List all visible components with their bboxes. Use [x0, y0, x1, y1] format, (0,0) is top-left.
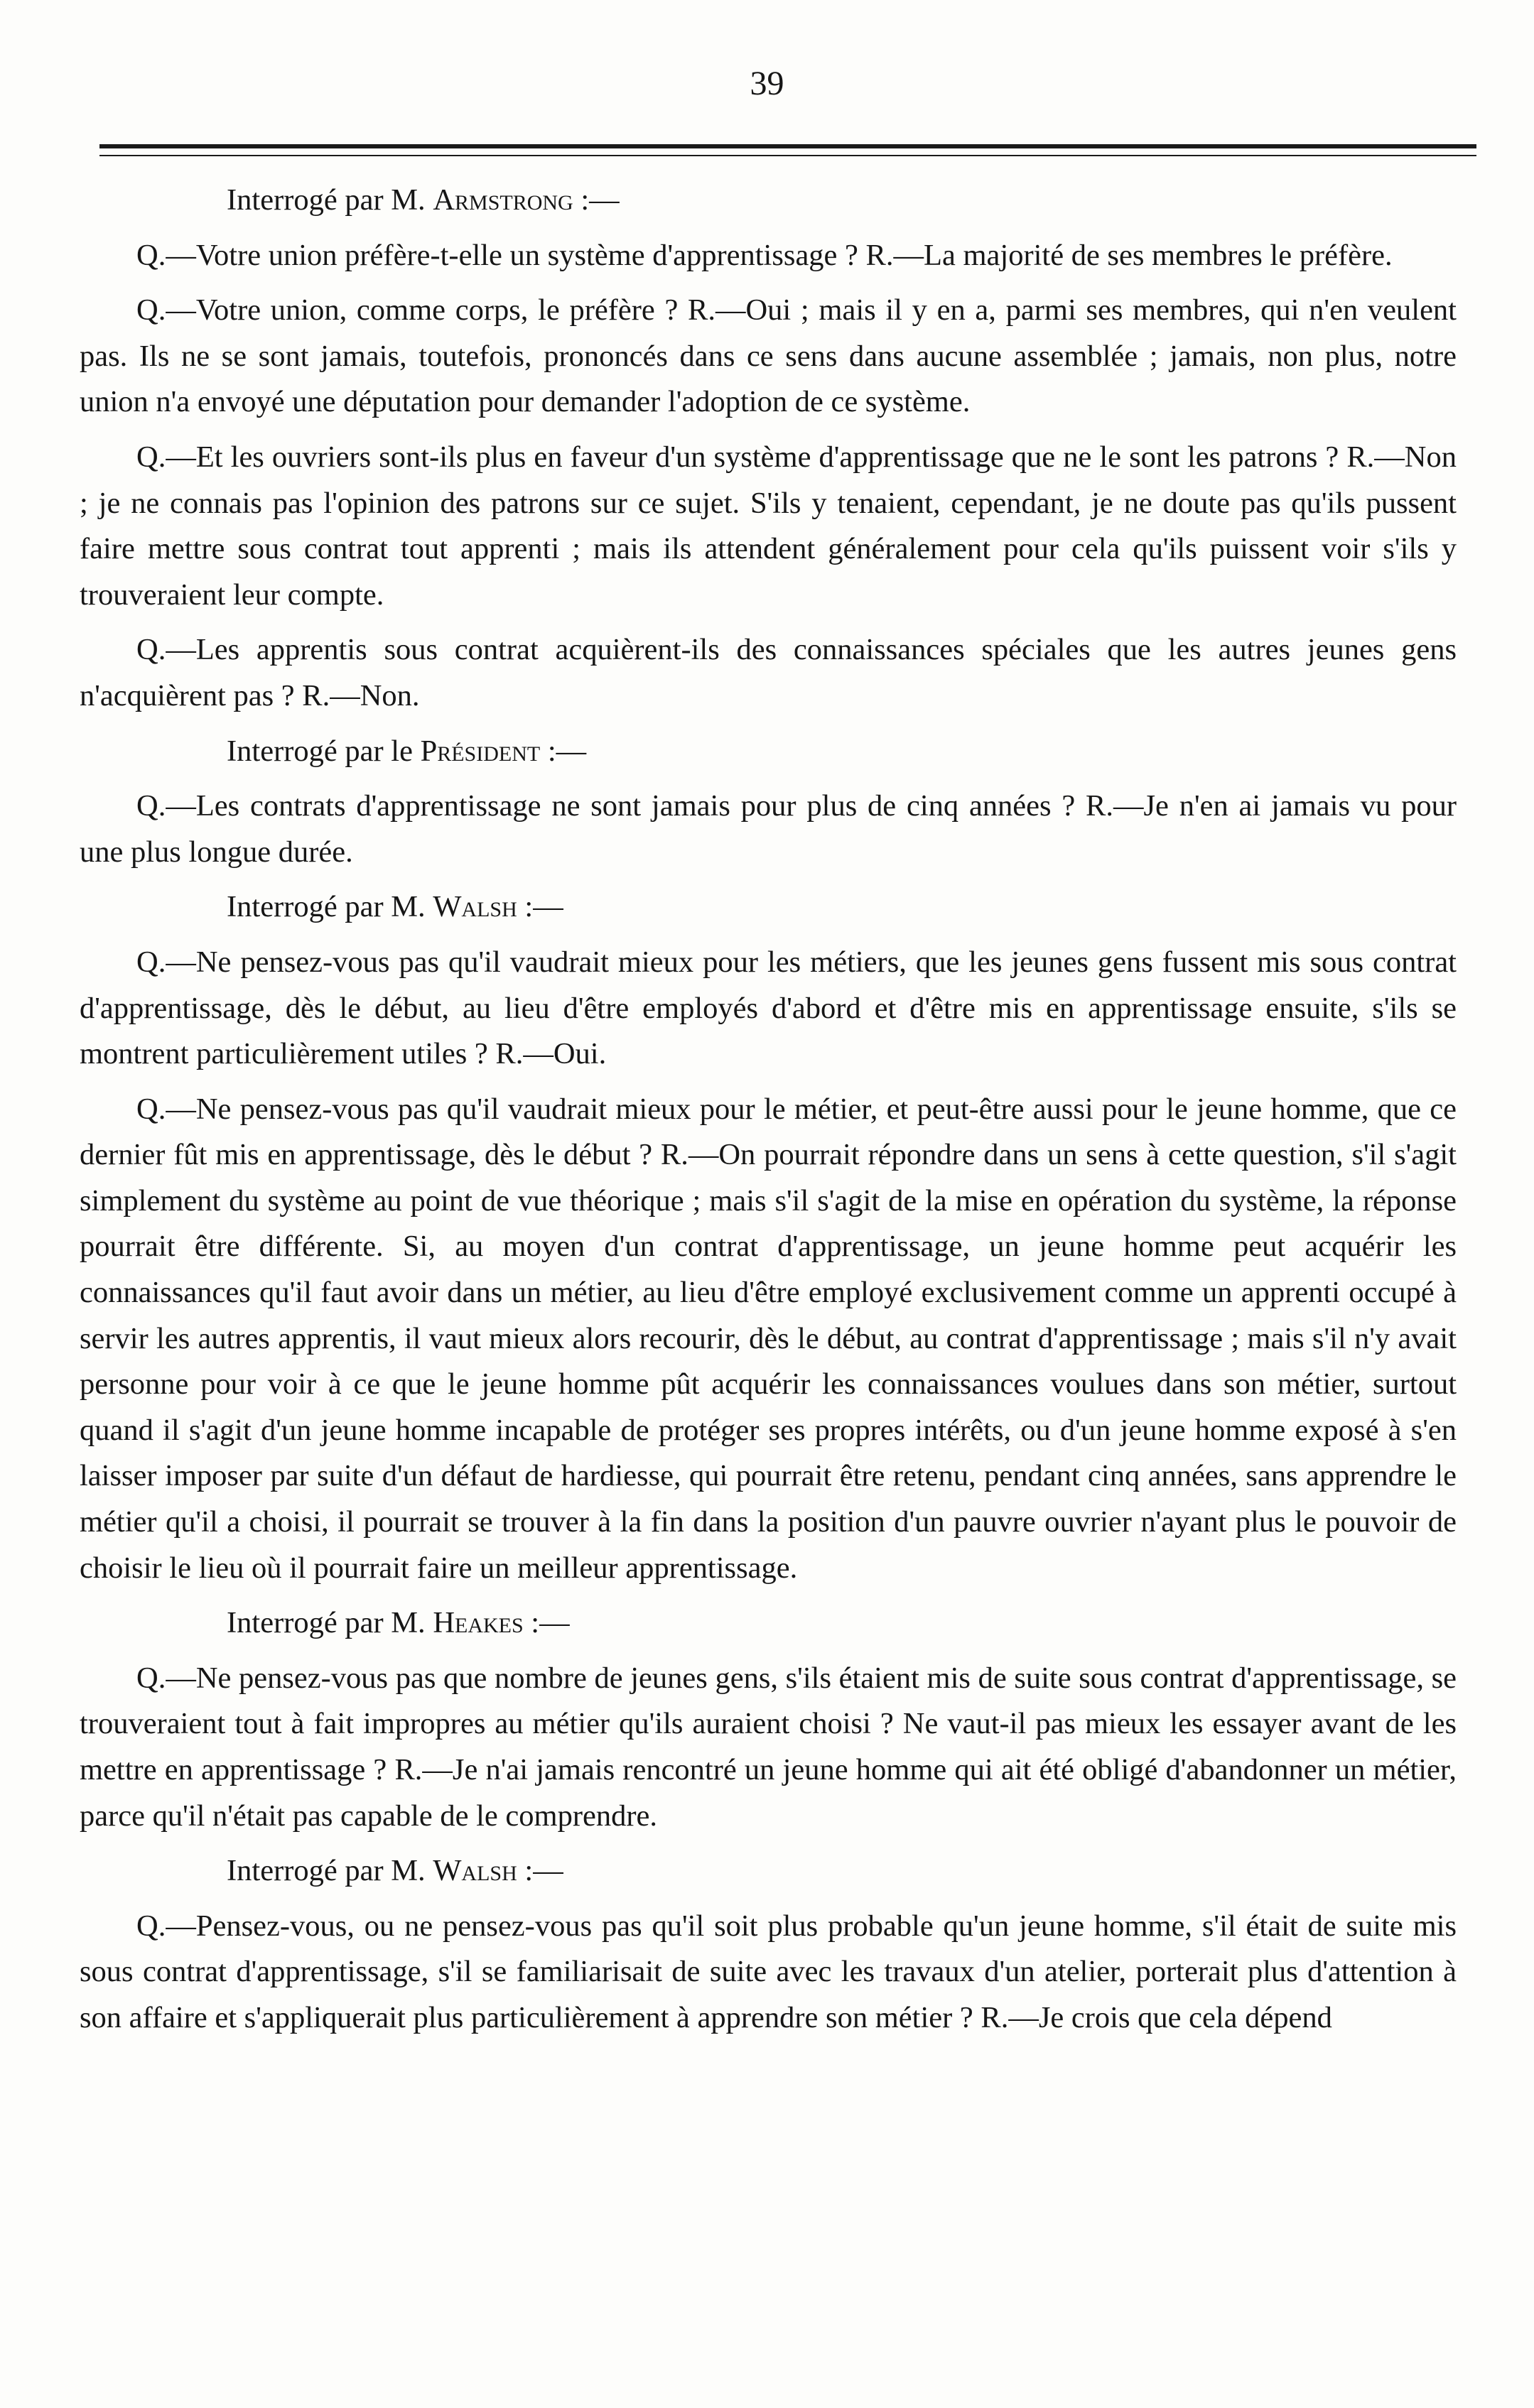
qa-paragraph: Q.—Et les ouvriers sont-ils plus en faveur d'un système d'apprentissage que ne le sont les patrons ? R.—Non ; je ne connais pas l'opinion des patrons sur ce sujet. S'ils y tenaient, cependant, je ne doute pas qu'ils pussent faire mettre sous contrat tout apprenti ; mais ils attendent généralement pour cela qu'ils puissent voir s'ils y trouveraient leur compte. [80, 440, 1457, 612]
header-rule-thin [99, 155, 1476, 156]
examiner-heading: Interrogé par M. Walsh :— [227, 1854, 563, 1888]
qa-paragraph: Q.—Ne pensez-vous pas qu'il vaudrait mieux pour les métiers, que les jeunes gens fussent mis sous contrat d'apprentissage, dès le début, au lieu d'être employés d'abord et d'être mis en apprentissage ensuite, s'ils se montrent particulièrement utiles ? R.—Oui. [80, 945, 1457, 1071]
examiner-name: Walsh [433, 890, 517, 924]
qa-paragraph: Q.—Les contrats d'apprentissage ne sont jamais pour plus de cinq années ? R.—Je n'en ai jamais vu pour une plus longue durée. [80, 789, 1457, 869]
qa-paragraph: Q.—Ne pensez-vous pas que nombre de jeunes gens, s'ils étaient mis de suite sous contrat d'apprentissage, se trouveraient tout à fait impropres au métier qu'ils auraient choisi ? Ne vaut-il pas mieux les essayer avant de les mettre en apprentissage ? R.—Je n'ai jamais rencontré un jeune homme qui ait été obligé d'abandonner un métier, parce qu'il n'était pas capable de le comprendre. [80, 1661, 1457, 1833]
testimony-text [80, 178, 1457, 2051]
qa-paragraph: Q.—Votre union, comme corps, le préfère ? R.—Oui ; mais il y en a, parmi ses membres, qui n'en veulent pas. Ils ne se sont jamais, toutefois, prononcés dans ce sens dans aucune assemblée ; jamais, non plus, notre union n'a envoyé une députation pour demander l'adoption de ce système. [80, 293, 1457, 419]
qa-paragraph: Q.—Ne pensez-vous pas qu'il vaudrait mieux pour le métier, et peut-être aussi pour le jeune homme, que ce dernier fût mis en apprentissage, dès le début ? R.—On pourrait répondre dans un sens à cette question, s'il s'agit simplement du système au point de vue théorique ; mais s'il s'agit de la mise en opération du système, la réponse pourrait être différente. Si, au moyen d'un contrat d'apprentissage, un jeune homme peut acquérir les connaissances qu'il faut avoir dans un métier, au lieu d'être employé exclusivement comme un apprenti occupé à servir les autres apprentis, il vaut mieux alors recourir, dès le début, au contrat d'apprentissage ; mais s'il n'y avait personne pour voir à ce que le jeune homme pût acquérir les connaissances voulues dans son métier, surtout quand il s'agit d'un jeune homme incapable de protéger ses propres intérêts, ou d'un jeune homme exposé à s'en laisser imposer par suite d'un défaut de hardiesse, qui pourrait être retenu, pendant cinq années, sans apprendre le métier qu'il a choisi, il pourrait se trouver à la fin dans la position d'un pauvre ouvrier n'ayant plus le pouvoir de choisir le lieu où il pourrait faire un meilleur apprentissage. [80, 1092, 1457, 1585]
qa-paragraph: Q.—Votre union préfère-t-elle un système d'apprentissage ? R.—La majorité de ses membres le préfère. [136, 238, 1393, 272]
examiner-name: Président [420, 734, 541, 768]
examiner-name: Walsh [433, 1854, 517, 1888]
examiner-name: Heakes [433, 1606, 524, 1640]
examiner-name: Armstrong [433, 183, 573, 217]
examiner-heading: Interrogé par M. Walsh :— [227, 890, 563, 924]
qa-paragraph: Q.—Pensez-vous, ou ne pensez-vous pas qu'il soit plus probable qu'un jeune homme, s'il était de suite mis sous contrat d'apprentissage, s'il se familiarisait de suite avec les travaux d'un atelier, porterait plus d'attention à son affaire et s'appliquerait plus particulièrement à apprendre son métier ? R.—Je crois que cela dépend [80, 1909, 1457, 2034]
examiner-heading: Interrogé par le Président :— [227, 734, 587, 768]
page-number: 39 [750, 65, 784, 102]
examiner-heading: Interrogé par M. Armstrong :— [227, 183, 620, 217]
examiner-heading: Interrogé par M. Heakes :— [227, 1606, 570, 1640]
qa-paragraph: Q.—Les apprentis sous contrat acquièrent-ils des connaissances spéciales que les autres jeunes gens n'acquièrent pas ? R.—Non. [80, 633, 1457, 712]
header-rule-thick [99, 144, 1476, 148]
